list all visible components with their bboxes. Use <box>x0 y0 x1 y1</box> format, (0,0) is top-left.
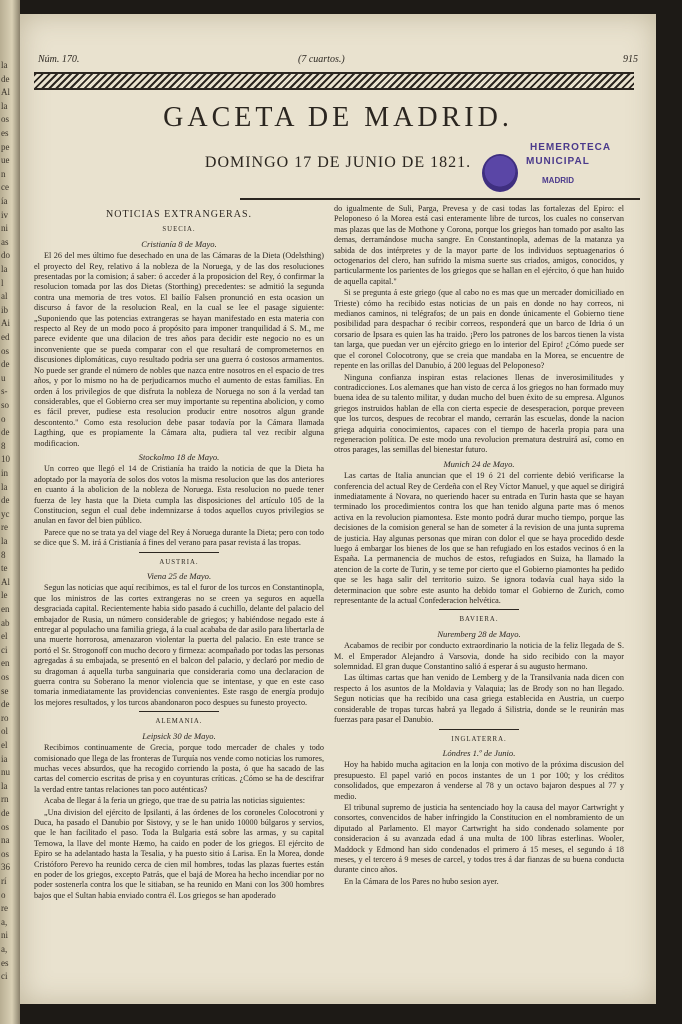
section-heading-austria: AUSTRIA. <box>159 558 199 566</box>
margin-fragment: os <box>1 821 10 832</box>
adjacent-page-edge <box>0 0 20 1024</box>
left-column <box>34 204 324 902</box>
dateline: Nuremberg 28 de Mayo. <box>437 628 521 639</box>
margin-fragment: a, <box>1 916 8 927</box>
issue-price: (7 cuartos.) <box>298 54 345 65</box>
margin-fragment: re <box>1 522 8 533</box>
margin-fragment: en <box>1 604 10 614</box>
margin-fragment: o <box>1 889 6 900</box>
margin-fragment: ni <box>1 930 9 941</box>
margin-fragment: l <box>1 277 4 288</box>
margin-fragment: de <box>1 359 10 370</box>
margin-fragment: la <box>1 536 8 546</box>
margin-fragment: re <box>1 903 8 914</box>
section-heading-england: INGLATERRA. <box>451 735 507 743</box>
margin-fragment: el <box>1 631 8 642</box>
margin-fragment: rí <box>1 876 7 886</box>
issue-number: Núm. 170. <box>38 54 80 65</box>
margin-fragment: ue <box>1 155 10 166</box>
issue-header <box>38 54 638 68</box>
margin-fragment: es <box>1 128 9 138</box>
margin-fragment: se <box>1 685 9 696</box>
article-paragraph: Ninguna confianza inspiran estas relaciones llenas de inverosimilitudes y contradicciones. Los alemanes que han visto de cerca á los griegos no han formado muy buena idea de su talento militar, y dudan mucho del buen éxito de su empresa. Algunos griegos instruidos hablan de ella con cierta especie de desesperacion, porque preveen que los turcos, despues de recobrar el mando, cerrarán las escuelas, donde la nacion griega adquiria conocimientos, capaces con el tiempo de hacerla propia para una regeneracion política. De este modo una revolucion prematura destruirá así, como en otros parages, las semillas del bienestar futuro. <box>334 372 624 455</box>
article-paragraph: Acabamos de recibir por conducto extraordinario la noticia de la feliz llegada de S. M. el Emperador Alejandro á Varsovia, donde ha sido recibido con la mayor solemnidad. El gran duque Constantino salió á esperar á su augusto hermano. <box>334 641 624 672</box>
margin-fragment: 10 <box>1 454 10 465</box>
article-paragraph: Hoy ha habido mucha agitacion en la lonja con motivo de la próxima discusion del presupuesto. El papel varió en pocos instantes de un 1 por 100; y los créditos consolidados, que empezaron á venderse al 78 y un octavo bajaron despues al 77 y medio. <box>334 760 624 801</box>
margin-fragment: n <box>1 168 6 179</box>
margin-fragment: as <box>1 236 9 247</box>
margin-fragment: ed <box>1 332 10 342</box>
section-heading-sweden: SUECIA. <box>162 226 196 234</box>
article-paragraph: Parece que no se trata ya del viage del Rey á Noruega durante la Dieta; pero con todo se dice que S. M. irá á Cristianía á fines del verano para pasar revista á las tropas. <box>34 527 324 548</box>
margin-fragment: u <box>1 372 6 383</box>
article-paragraph: Recibimos continuamente de Grecia, porque todo mercader de chales y todo comisionado que llega de las fronteras de Turquía nos vende como noticias los rumores, muchas veces absurdos, que ha recogido corriendo la posta, ó que ha sacado de las cartas del comercio escritas de prisa y en coyunturas críticas. ¿Cómo se ha de descifrar la verdad entre tantas relaciones tan poco auténticas? <box>34 743 324 794</box>
dateline: Stockolmo 18 de Mayo. <box>138 451 220 462</box>
issue-date: DOMINGO 17 DE JUNIO DE 1821. <box>204 154 472 171</box>
margin-fragment: la <box>1 60 8 70</box>
margin-fragment: ia <box>1 753 8 764</box>
margin-fragment: la <box>1 100 8 111</box>
margin-fragment: 36 <box>1 862 10 873</box>
margin-fragment: pe <box>1 141 10 152</box>
article-paragraph: Acaba de llegar á la feria un griego, que trae de su patria las noticias siguientes: <box>44 796 305 806</box>
margin-fragment: so <box>1 400 10 410</box>
article-paragraph: El tribunal supremo de justicia ha sentenciado hoy la causa del mayor Cartwright y consortes, convencidos de haber infringido la Constitucion en el nombramiento de un diputado al Parlamento. El mayor Cartwright ha sido condenado solamente por consideracion á su avanzada edad á una multa de 100 libras esterlinas. Wooler, Maddock y Edmond han sido condenados el primero á 15 meses, el segundo á 18 meses, y el tercero á 9 meses de carcel, y todos tres á dar fianzas de su buena conducta durante cinco años. <box>334 802 624 875</box>
article-paragraph: Las últimas cartas que han venido de Lemberg y de la Transilvania nada dicen con respecto á los asuntos de la Moldavia y Valaquia; las de Brody son no han llegado. Segun noticias que ha recibido una casa griega establecida en Austria, un cuerpo considerable de tropas turcas habrá ya llegado á Silistria, donde se le reunirán mas fuerzas para pasar el Danubio. <box>334 673 624 725</box>
margin-fragment: os <box>1 114 10 125</box>
margin-fragment: 8 <box>1 549 6 560</box>
section-title: NOTICIAS EXTRANGERAS. <box>106 209 252 220</box>
margin-fragment: a, <box>1 944 8 954</box>
section-divider <box>139 711 219 712</box>
margin-fragment: rn <box>1 794 9 805</box>
margin-fragment: el <box>1 740 8 750</box>
margin-fragment: Al <box>1 576 10 587</box>
margin-fragment: la <box>1 264 8 274</box>
section-heading-bavaria: BAVIERA. <box>459 616 499 624</box>
margin-fragment: ib <box>1 304 9 315</box>
dateline: Munich 24 de Mayo. <box>443 458 515 469</box>
margin-fragment: os <box>1 345 10 356</box>
dateline: Leipsick 30 de Mayo. <box>142 730 216 741</box>
dateline: Lóndres 1.º de Junio. <box>442 747 516 758</box>
margin-fragment: na <box>1 835 10 846</box>
library-stamp: HEMEROTECA MUNICIPAL MADRID <box>482 142 612 198</box>
margin-fragment: do <box>1 250 10 261</box>
margin-fragment: de <box>1 808 10 818</box>
section-divider <box>139 552 219 553</box>
dateline: Viena 25 de Mayo. <box>146 571 212 581</box>
margin-fragment: ab <box>1 617 10 628</box>
article-paragraph: Las cartas de Italia anuncian que el 19 ó 21 del corriente debió verificarse la conferencia del actual Rey de Cerdeña con el Rey Víctor Manuel, y que aquel se dirigirá inmediatamente á Novara, no queriendo hacer su entrada en Turin hasta que se hayan terminado los procedimientos contra los que han tenido alguna parte mas ó menos activa en la revolucion piamontesa. Este monto podrá durar mucho tiempo, porque las decisiones de la comision general se han de someter á la revision de una junta suprema de justicia. Hay algunas personas que miran con dolor el que se haya procedido desde luego á embargar los bienes de los que se han refugiado en los estados vecinos ó en la España. La permanencia de muchos de estos, refugiados en Suiza, ha llamado la atencion de la corte de Turin, y se teme por cierto que el Gobierno piamontes ha pedido que se les haga salir del territorio suizo. Se ignora todavía cual haya sido la determinacion que sobre este asunto ha debido tomar el Gobierno de Zurich, como representante de la actual Confederacion helvética. <box>334 471 624 606</box>
margin-fragment: yc <box>1 508 10 519</box>
section-divider <box>439 609 519 610</box>
margin-fragment: ci <box>1 971 8 982</box>
margin-fragment: Al <box>1 87 10 98</box>
margin-fragment: ro <box>1 712 9 723</box>
margin-fragment: ce <box>1 182 9 193</box>
margin-fragment: ol <box>1 726 9 737</box>
article-paragraph: Un correo que llegó el 14 de Cristianía ha traido la noticia de que la Dieta ha adoptado por la mayoría de solos dos votos la misma resolucion que las dos anteriores en cuanto á la abolicion de la nobleza de Noruega. Esta resolucion no puede tener fuerza de ley hasta que la Dieta cumpla las disposiciones del artículo 105 de la Constitucion, segun el cual debe indemnizarse á todos aquellos cuyos privilegios se anulan en favor del bien público. <box>34 464 324 526</box>
margin-fragment: ci <box>1 644 8 655</box>
article-paragraph: El 26 del mes último fue desechado en una de las Cámaras de la Dieta (Odelsthing) el proyecto del Rey, relativo á la nobleza de la Noruega, y de las dos resoluciones presentadas por la comision; á saber: ó acceder á la proposicion del Rey, ó confirmar la resolucion tomada por las dos Dietas (Storthing) precedentes: se admitió la segunda contra una memoria de tres votos. El bailío Falsen pronunció en esta ocasion un discurso á favor de la resolucion Real, en la cual se lee el pasage siguiente: „Suponiendo que las potencias extrangeras se hayan manifestado en esta materia con respecto al Rey de un modo poco á propósito para imponer tranquilidad á S. M., me parece evidente que una dilacion de tres años para decidir este negocio no es un inconveniente que se pueda comparar con el que resultará de comprometernos en discusiones diplomáticas, cuyo resultado podria ser una guerra ó costosos armamentos. No puede ser grande el número de nobles que nazca entre nosotros en el espacio de tres años, y por lo mismo no ha de perjudicarnos mucho el aumento de estas familias. En orden á los privilegios de que disfruta la nobleza de Noruega no son á la verdad tan considerables, que el Gobierno crea ser muy importante su repentina abolicion, y como es fácil prever, pudiese esta resolucion producir entre nosotros algun grande descontento." Como esta resolucion debe pasar todavía por la Cámara llamada Lagthing, que es propiamente la Cámara alta, pudiera tal vez recibir alguna modificacion. <box>34 251 324 448</box>
margin-fragment: de <box>1 73 10 84</box>
section-heading-germany: ALEMANIA. <box>155 718 203 726</box>
article-paragraph: Si se pregunta á este griego (que al cabo no es mas que un mercader domiciliado en Trieste) cómo ha recibido estas noticias de un pais en donde no hay correos, ni medianos caminos, ni telégrafos; de un pais en donde únicamente el Gobierno tiene posibilidad para despachar ó recibir correos, responderá que un barco de Idria ó un corsario de Ipsara es quien las ha traido. ¡Pero los patrones de los barcos tienen la vista tan larga, que puedan ver un ejército griego en lo interior del Epiro! ¿Cómo puede ser que el coronel Colocotrony, que se creia que mandaba en la Morea, se encuentre de repente en las orillas del Danubio, á 200 leguas del Peloponeso? <box>334 288 624 371</box>
margin-fragment: es <box>1 957 9 968</box>
margin-fragment: ía <box>1 196 8 206</box>
article-paragraph: En la Cámara de los Pares no hubo sesion ayer. <box>344 876 499 886</box>
article-paragraph: do igualmente de Suli, Parga, Prevesa y de casi todas las fortalezas del Epiro: el Peloponeso ó la Morea está casi enteramente libre de turcos, los cuales no conservan mas plazas que las de Mothone y Corona, porque los griegos han tomado por asalto las demas, derramándose mucha sangre. En Constantinopla, ademas de la matanza ya sabida de dos intérpretes y de la mayor parte de los individuos septuagenarios ó octogenarios del clero, han sufrido la misma suerte sus criados, amigos, conocidos, y particularmente los parientes de los griegos que se hallan en el ejército, ó que han huido de aquella capital." <box>334 204 624 286</box>
margin-fragment: la <box>1 780 8 791</box>
margin-fragment: de <box>1 699 10 710</box>
margin-fragment: al <box>1 291 8 302</box>
article-paragraph: „Una division del ejército de Ipsilanti, á las órdenes de los coroneles Colocotroni y Duca, ha pasado el Danubio por Sistovy, y se le han unido 10000 búlgaros y servios, que le han facilitado el paso. Toda la Bulgaria está sobre las armas, y su capital Ternowa, la llave del monte Hæmo, ha caido en poder de los griegos. El ejército de Epiro se ha adelantado hasta la Tesalia, y ha puesto sitio á Larisa. En la Morea, donde Cristóforo Perevo ha reunido cerca de cien mil hombres, todas las plazas fuertes están en poder de los griegos, excepto Patrás, que el bajá de Morea ha hecho incendiar por no poder sostenerla contra los que le sitiaban, se ha reunido en Mani con los 300 hombres bajos que el Sultan habia enviado contra él. Los griegos se han apoderado <box>34 807 324 900</box>
margin-fragment: en <box>1 658 10 669</box>
margin-fragment: o <box>1 413 6 424</box>
article-paragraph: Segun las noticias que aquí recibimos, es tal el furor de los turcos en Constantinopla, que los ministros de las cortes extrangeras no se creen ya seguros en aquella desgraciada capital. Recientemente habia sido pasado á cuchillo, delante del palacio del embajador de Rusia, un número considerable de griegos; y habiéndose negado este á entregar al populacho una familia griega, á la cual acababa de dar asilo para libertarla de una muerte horrorosa, amenazaron violentar la puerta del palacio. En este trance se portó el Sr. Strogonoff con mucho decoro y firmeza: acompañado por todas las personas agregadas á su embajada, se presentó en el balcon del palacio, y declaró por medio de su dragoman á aquella turba sanguinaria que consideraria como una declaracion de guerra contra su Soberano la menor violencia que se intentase, y que en este caso tomaria inmediatamente las providencias convenientes. Este rasgo de energía produjo los mejores resultados, y los turcos abandonaron poco despues su funesto proyecto. <box>34 583 324 707</box>
right-column <box>334 204 624 888</box>
margin-fragment: os <box>1 848 10 859</box>
margin-fragment: in <box>1 468 9 478</box>
page-number: 915 <box>623 54 638 65</box>
margin-fragment: iv <box>1 209 9 220</box>
margin-fragment: de <box>1 427 10 438</box>
margin-fragment: Ai <box>1 318 10 329</box>
margin-fragment: s- <box>1 386 8 397</box>
dateline: Cristianía 8 de Mayo. <box>141 238 217 249</box>
stamp-seal-icon <box>482 154 518 192</box>
decorative-border <box>34 72 634 90</box>
margin-fragment: la <box>1 481 8 492</box>
margin-fragment: te <box>1 563 8 574</box>
margin-fragment: os <box>1 672 10 682</box>
newspaper-title: GACETA DE MADRID. <box>163 102 513 133</box>
margin-fragment: de <box>1 495 10 506</box>
header-rule <box>240 198 640 200</box>
margin-fragment: nu <box>1 767 10 778</box>
margin-fragment: le <box>1 590 8 601</box>
margin-fragment: ni <box>1 223 9 234</box>
newspaper-page <box>20 14 656 1004</box>
section-divider <box>439 729 519 730</box>
margin-fragment: 8 <box>1 440 6 451</box>
